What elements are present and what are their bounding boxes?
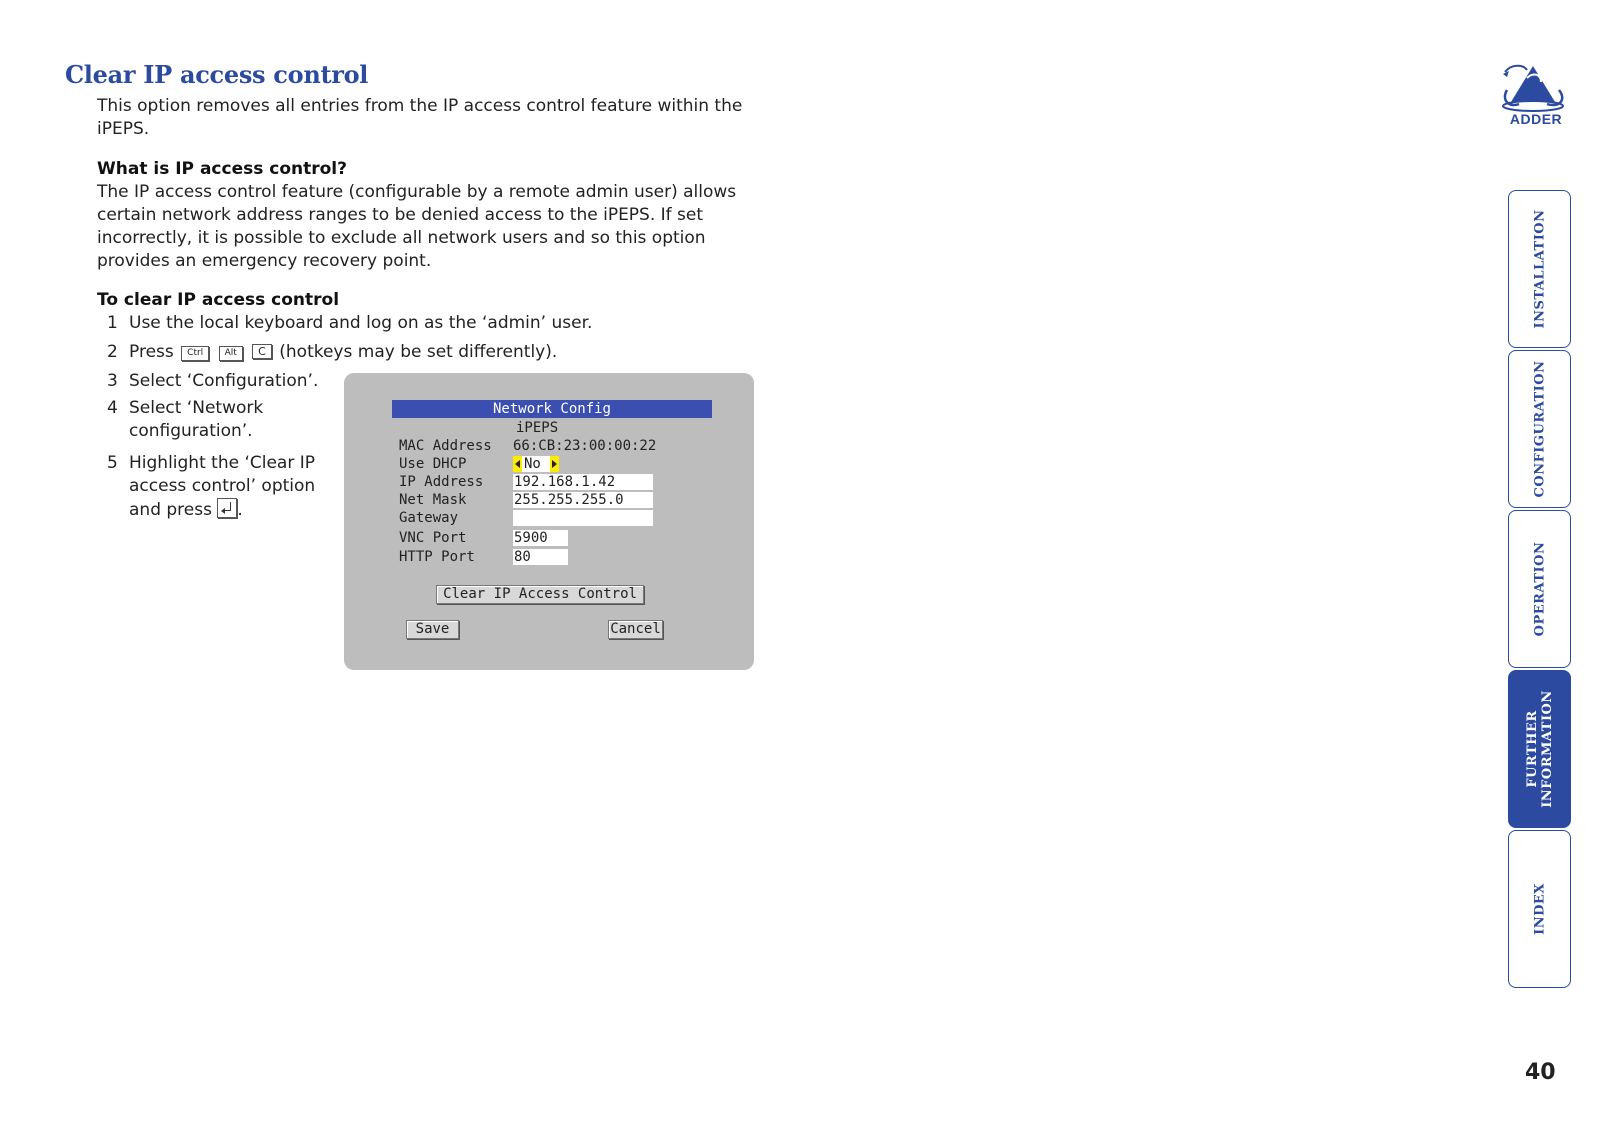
ip-address-label: IP Address	[399, 474, 484, 490]
clear-ip-access-control-button[interactable]: Clear IP Access Control	[436, 585, 644, 604]
network-config-title: Network Config	[392, 400, 712, 418]
step-number: 2	[107, 342, 118, 362]
step-text-line2: access control’ option	[129, 476, 316, 496]
step-text-line1: Highlight the ‘Clear IP	[129, 453, 315, 473]
tab-installation[interactable]	[1508, 190, 1571, 348]
what-heading: What is IP access control?	[97, 159, 347, 179]
net-mask-field[interactable]: 255.255.255.0	[513, 492, 653, 508]
gateway-label: Gateway	[399, 510, 459, 526]
tab-further-information-label	[1525, 690, 1555, 808]
step-number: 1	[107, 313, 118, 333]
page-number: 40	[1525, 1060, 1556, 1085]
step-text-line1: Select ‘Network	[129, 398, 264, 418]
device-name: iPEPS	[516, 420, 559, 436]
step-number: 3	[107, 371, 118, 391]
vnc-port-label: VNC Port	[399, 530, 467, 546]
http-port-field[interactable]: 80	[513, 549, 568, 565]
network-config-screenshot	[344, 373, 754, 670]
alt-key-icon: Alt	[219, 346, 243, 361]
step-text-pre: Press	[129, 342, 174, 362]
save-button[interactable]: Save	[406, 620, 459, 639]
step-number: 5	[107, 453, 118, 473]
use-dhcp-selector[interactable]	[513, 456, 559, 472]
mac-address-value: 66:CB:23:00:00:22	[513, 438, 657, 454]
tab-index[interactable]	[1508, 830, 1571, 988]
step-text	[129, 452, 315, 522]
intro-paragraph: This option removes all entries from the IP access control feature within the iPEPS.	[97, 96, 743, 139]
step-text	[129, 341, 557, 364]
http-port-label: HTTP Port	[399, 549, 475, 565]
arrow-left-icon[interactable]	[513, 456, 522, 472]
step-text: Select ‘Configuration’.	[129, 371, 319, 391]
step-text: Use the local keyboard and log on as the ‘admin’ user.	[129, 313, 593, 333]
step-text-post: (hotkeys may be set differently).	[279, 342, 558, 362]
use-dhcp-label: Use DHCP	[399, 456, 467, 472]
adder-logo	[1497, 60, 1569, 130]
arrow-right-icon[interactable]	[550, 456, 559, 472]
c-key-icon: C	[252, 344, 272, 359]
use-dhcp-value: No	[522, 456, 550, 472]
tab-label-line1: FURTHER	[1524, 710, 1540, 788]
tab-configuration[interactable]	[1508, 350, 1571, 508]
adder-logo-text: ADDER	[1509, 111, 1563, 127]
tab-label-line2: INFORMATION	[1539, 690, 1555, 808]
gateway-field[interactable]	[513, 510, 653, 526]
cancel-button[interactable]: Cancel	[608, 620, 663, 639]
tab-operation-label: OPERATION	[1532, 541, 1547, 637]
step-number: 4	[107, 398, 118, 418]
step-text-end: .	[237, 500, 243, 520]
vnc-port-field[interactable]: 5900	[513, 530, 568, 546]
ctrl-key-icon: Ctrl	[181, 346, 209, 361]
net-mask-label: Net Mask	[399, 492, 467, 508]
tab-installation-label: INSTALLATION	[1532, 209, 1547, 329]
mac-address-label: MAC Address	[399, 438, 492, 454]
ip-address-field[interactable]: 192.168.1.42	[513, 474, 653, 490]
step-text-line3: and press	[129, 500, 212, 520]
tab-operation[interactable]	[1508, 510, 1571, 668]
tab-further-information[interactable]	[1508, 670, 1571, 828]
tab-index-label: INDEX	[1532, 883, 1547, 935]
step-text-line2: configuration’.	[129, 421, 253, 441]
section-title: Clear IP access control	[65, 60, 369, 89]
tab-configuration-label: CONFIGURATION	[1532, 360, 1547, 498]
what-paragraph: The IP access control feature (configurable by a remote admin user) allows certain network address ranges to be denied access to the iPEPS. If set incorrectly, it is possible to exclude all network users and so this option provides an emergency recovery point.	[97, 182, 737, 271]
enter-key-icon	[217, 498, 237, 518]
howto-heading: To clear IP access control	[97, 290, 340, 310]
step-text	[129, 397, 263, 443]
